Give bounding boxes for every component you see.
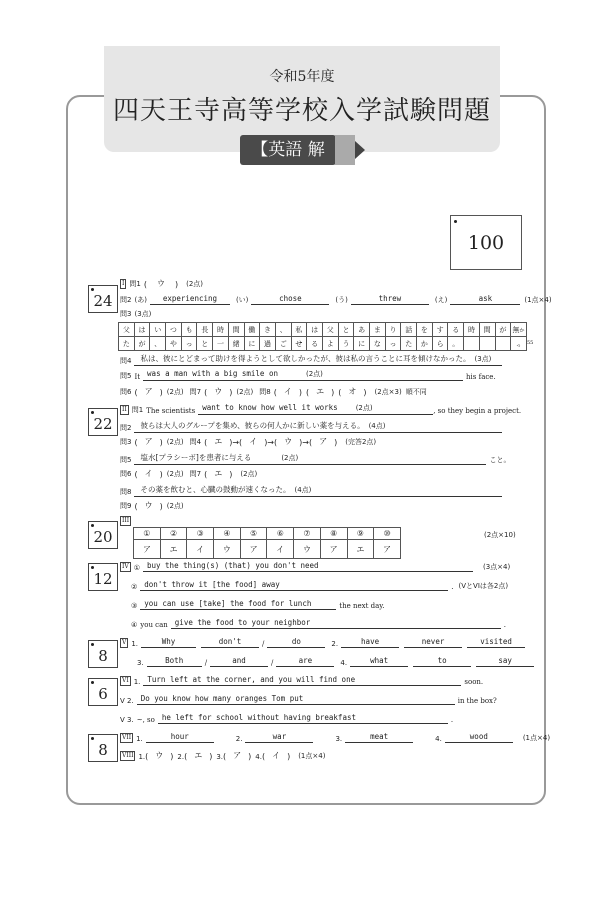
grid-cell [511, 337, 527, 351]
table-header-cell: ⑦ [294, 528, 321, 540]
s4-q4: ④ you can give the food to your neighbor . [131, 618, 507, 629]
table-header-cell: ④ [214, 528, 241, 540]
numeral-marker: V [122, 639, 127, 646]
numeral-marker: III [122, 517, 130, 524]
grid-cell: 過 [260, 337, 276, 351]
grid-cell: 一 [213, 337, 229, 351]
grid-cell: 私 [292, 323, 308, 337]
answer: 彼らは大人のグループを集め、彼らの何人かに新しい薬を与える。 (4点) [134, 420, 502, 433]
grid-cell: 間 [229, 323, 245, 337]
grid-cell: り [386, 323, 402, 337]
s3-marker [120, 516, 134, 526]
dot-marker [454, 220, 457, 223]
table-answer-cell: ウ [294, 540, 321, 559]
answer: buy the thing(s) (that) you don't need [143, 561, 473, 572]
writing-grid [118, 322, 527, 351]
grid-cell: 、 [150, 337, 166, 351]
s5-row2: 3. Both / and / are 4. what to say [131, 656, 534, 667]
answer: Turn left at the corner, and you will find one [143, 675, 461, 686]
table-answer-cell: エ [161, 540, 188, 559]
total-score: 100 [467, 232, 505, 254]
s2-q9: 問9 ( ウ ) (2点) [120, 501, 184, 511]
grid-cell [496, 337, 512, 351]
answer: その薬を飲むと、心臓の鼓動が速くなった。 (4点) [134, 484, 502, 497]
s3-answer-table [133, 527, 401, 559]
answer: ask [450, 294, 520, 305]
grid-cell: う [339, 337, 355, 351]
grid-cell: ま [370, 323, 386, 337]
s3-points: (2点×10) [484, 531, 516, 539]
grid-char: っ [516, 343, 522, 349]
table-header-cell: ⑥ [267, 528, 294, 540]
s1-q1: I 問1 ( ウ ) (2点) [122, 279, 204, 289]
grid-cell: と [197, 337, 213, 351]
grid-cell: は [135, 323, 151, 337]
s4-q1: IV ① buy the thing(s) (that) you don't need (3点×4) [122, 561, 511, 572]
s1-q3: 問3 (3点) [120, 310, 152, 318]
answer: give the food to your neighbor [171, 618, 501, 629]
numeral-marker: VII [122, 734, 132, 741]
grid-cell: に [245, 337, 261, 351]
grid-cell: を [417, 323, 433, 337]
grid-cell: い [150, 323, 166, 337]
grid-cell [480, 337, 496, 351]
answer: 塩水[プラシーボ]を患者に与える (2点) [134, 452, 486, 465]
grid-cell: も [182, 323, 198, 337]
numeral-marker: II [122, 406, 127, 413]
s2-q5: 問5 塩水[プラシーボ]を患者に与える (2点) こと。 [120, 453, 511, 464]
table-answer-cell: ア [374, 540, 401, 559]
subject-tag: 【英語 解答】 [240, 135, 336, 165]
pencil-tail-icon [335, 135, 355, 165]
s1-q2: 問2 (あ) experiencing (い) chose (う) threw (え) ask (1点×4) [120, 294, 552, 304]
s4-q3: ③ you can use [take] the food for lunch the next day. [131, 599, 385, 610]
answer: you can use [take] the food for lunch [140, 599, 336, 610]
answer: ウ [156, 279, 165, 288]
grid-cell: 父 [119, 323, 135, 337]
grid-cell: あ [354, 323, 370, 337]
grid-cell: は [307, 323, 323, 337]
grid-cell: っ [386, 337, 402, 351]
grid-cell: よ [323, 337, 339, 351]
answer: was a man with a big smile on (2点) [143, 369, 463, 381]
grid-cell: 、 [276, 323, 292, 337]
grid-cell: 時 [464, 323, 480, 337]
answer: Do you know how many oranges Tom put [137, 694, 455, 705]
table-header-cell: ⑧ [321, 528, 348, 540]
section-6-score: 6 [88, 678, 118, 706]
s1-q4: 問4 私は、彼にとどまって助けを得ようとして欲しかったが、彼は私の言うことに耳を傾けなかった。 (3点) [120, 353, 502, 366]
s5-row1: V 1. Why don't / do 2. have never visited [120, 637, 525, 648]
grid-cell: る [307, 337, 323, 351]
grid-cell [464, 337, 480, 351]
numeral-marker: VI [122, 677, 129, 684]
answer: he left for school without having breakfast [158, 713, 448, 724]
s7-row-b: VIII 1. ( ウ ) 2. ( エ ) 3. ( ア ) 4. ( イ ) (1点×4) [122, 751, 326, 761]
s1-q6-8: 問6 ( ア ) (2点) 問7 ( ウ ) (2点) 問8 ( イ ) ( エ ) ( オ ) (2点×3) 順不同 [120, 387, 427, 397]
exam-year: 令和5年度 [269, 69, 335, 85]
grid-cell: 話 [401, 323, 417, 337]
table-header-cell: ⑨ [348, 528, 375, 540]
section-4-score: 12 [88, 563, 118, 591]
s6-q2: V 2. Do you know how many oranges Tom put in the box? [120, 694, 497, 705]
answer: chose [251, 294, 329, 305]
answer: 私は、彼にとどまって助けを得ようとして欲しかったが、彼は私の言うことに耳を傾けなかった。 (3点) [134, 353, 502, 366]
table-answer-cell: ウ [214, 540, 241, 559]
grid-cell: が [135, 337, 151, 351]
grid-cell: 無かっ [511, 323, 527, 337]
table-header-cell: ⑤ [241, 528, 268, 540]
answer: threw [351, 294, 429, 305]
s2-q1: II 問1 The scientists want to know how well it works (2点) , so they begin a project. [122, 403, 522, 415]
answer: want to know how well it works (2点) [198, 403, 433, 415]
table-answer-cell: イ [187, 540, 214, 559]
s2-q6-7: 問6 ( イ ) (2点) 問7 ( エ ) (2点) [120, 469, 258, 479]
s2-q8: 問8 その薬を飲むと、心臓の鼓動が速くなった。 (4点) [120, 484, 502, 497]
total-score-box [450, 215, 522, 270]
section-1-score: 24 [88, 285, 118, 313]
grid-cell: 緒 [229, 337, 245, 351]
grid-cell: 長 [197, 323, 213, 337]
section-5-score: 8 [88, 640, 118, 668]
grid-cell: ら [433, 337, 449, 351]
s4-q2: ② don't throw it [the food] away . (VとVIは各2点) [131, 580, 509, 591]
table-answer-cell: ア [134, 540, 161, 559]
grid-cell: る [448, 323, 464, 337]
grid-cell: と [339, 323, 355, 337]
grid-cell: や [166, 337, 182, 351]
s2-q3-4: 問3 ( ア ) (2点) 問4 ( エ )→( イ )→( ウ )→( ア ) (完答2点) [120, 437, 377, 447]
grid-cell: が [496, 323, 512, 337]
grid-cell: な [370, 337, 386, 351]
grid-cell: ご [276, 337, 292, 351]
grid-cell: す [433, 323, 449, 337]
grid-cell: き [260, 323, 276, 337]
exam-title: 四天王寺高等学校入学試験問題 [112, 96, 491, 126]
grid-cell: 間 [480, 323, 496, 337]
grid-cell: 時 [213, 323, 229, 337]
table-header-cell: ② [161, 528, 188, 540]
section-7-score: 8 [88, 734, 118, 762]
table-header-cell: ③ [187, 528, 214, 540]
section-2-score: 22 [88, 408, 118, 436]
numeral-marker: IV [122, 563, 129, 570]
s6-q1: VI 1. Turn left at the corner, and you will find one soon. [122, 675, 484, 686]
grid-char-count: 55 [527, 340, 534, 346]
grid-cell: に [354, 337, 370, 351]
table-answer-cell: エ [348, 540, 375, 559]
numeral-marker: I [122, 280, 125, 287]
s1-q5: 問5 It was a man with a big smile on (2点) his face. [120, 369, 496, 381]
grid-cell: せ [292, 337, 308, 351]
table-answer-cell: ア [321, 540, 348, 559]
table-header-cell: ⑩ [374, 528, 401, 540]
grid-char: か [519, 328, 525, 334]
table-answer-cell: イ [267, 540, 294, 559]
section-3-score: 20 [88, 521, 118, 549]
grid-cell: た [401, 337, 417, 351]
grid-cell: 父 [323, 323, 339, 337]
numeral-marker: VIII [122, 752, 134, 759]
table-header-cell: ① [134, 528, 161, 540]
answer: experiencing [150, 294, 230, 305]
grid-cell: 。 [448, 337, 464, 351]
pencil-tip-icon [355, 141, 365, 159]
s7-row-a: VII 1. hour 2. war 3. meat 4. wood (1点×4) [122, 732, 551, 743]
s6-q3: V 3. ~, so he left for school without having breakfast . [120, 713, 454, 724]
grid-cell: っ [182, 337, 198, 351]
answer: don't throw it [the food] away [140, 580, 448, 591]
table-answer-cell: ア [241, 540, 268, 559]
grid-cell: つ [166, 323, 182, 337]
grid-cell: た [119, 337, 135, 351]
grid-cell: か [417, 337, 433, 351]
grid-cell: 働 [245, 323, 261, 337]
s2-q2: 問2 彼らは大人のグループを集め、彼らの何人かに新しい薬を与える。 (4点) [120, 420, 502, 433]
